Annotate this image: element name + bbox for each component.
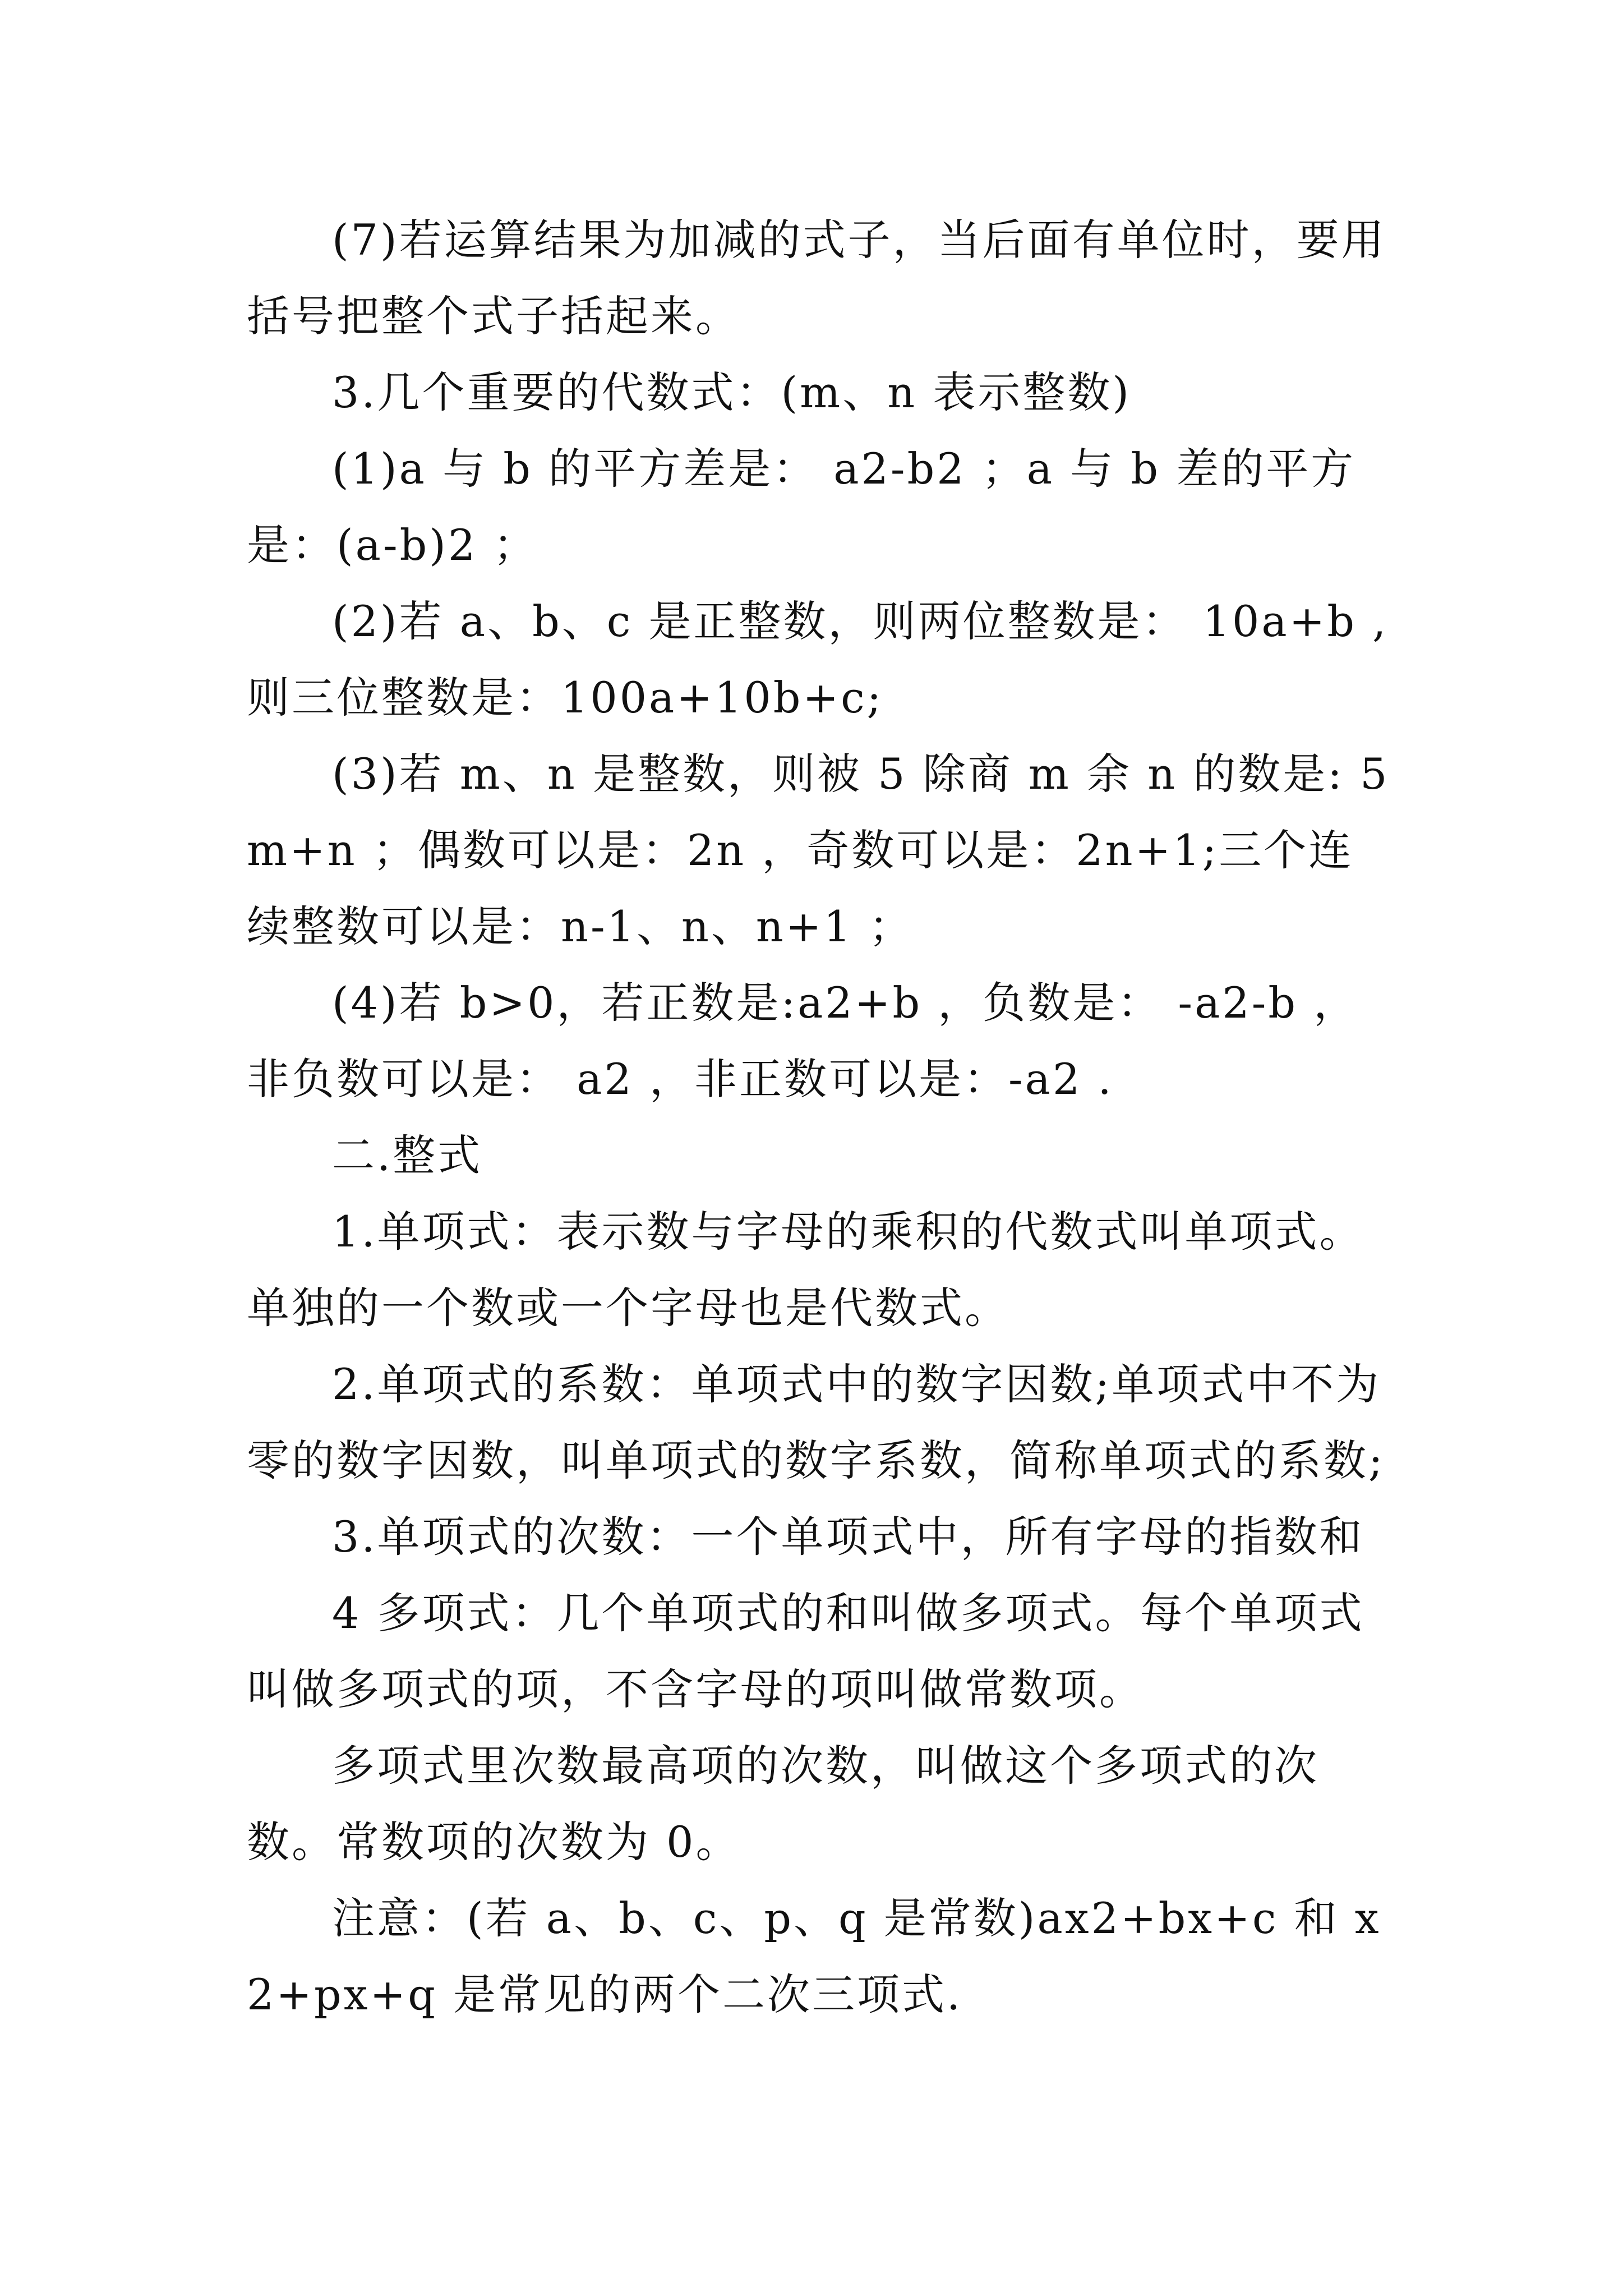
- paragraph-item-3: (3)若 m、n 是整数，则被 5 除商 m 余 n 的数是: 5m+n ；偶数可以是：2n ，奇数可以是：2n+1;三个连续整数可以是：n-1、n、n+1 ；: [247, 749, 1390, 951]
- document-page: [247, 202, 1391, 2033]
- paragraph-polynomial: 4 多项式：几个单项式的和叫做多项式。每个单项式叫做多项式的项，不含字母的项叫做常数项。: [247, 1588, 1364, 1714]
- paragraph-polynomial-degree: 多项式里次数最高项的次数，叫做这个多项式的次数。常数项的次数为 0。: [247, 1741, 1319, 1867]
- paragraph-monomial-degree: 3.单项式的次数：一个单项式中，所有字母的指数和: [332, 1512, 1364, 1562]
- paragraph-monomial-coefficient: 2.单项式的系数：单项式中的数字因数;单项式中不为零的数字因数，叫单项式的数字系数，简称单项式的系数;: [247, 1359, 1385, 1485]
- paragraph-section-3-heading: 3.几个重要的代数式：(m、n 表示整数): [332, 367, 1131, 417]
- paragraph-item-2: (2)若 a、b、c 是正整数，则两位整数是： 10a+b ,则三位整数是：100a+10b+c;: [247, 596, 1389, 723]
- paragraph-note: 注意：(若 a、b、c、p、q 是常数)ax2+bx+c 和 x2+px+q 是常见的两个二次三项式.: [247, 1893, 1381, 2019]
- paragraph-rule-7: (7)若运算结果为加减的式子，当后面有单位时，要用括号把整个式子括起来。: [247, 215, 1386, 341]
- paragraph-monomial: 1.单项式：表示数与字母的乘积的代数式叫单项式。单独的一个数或一个字母也是代数式。: [247, 1207, 1364, 1333]
- paragraph-item-4: (4)若 b>0，若正数是:a2+b ，负数是： -a2-b ，非负数可以是： a2 ，非正数可以是：-a2 .: [247, 978, 1359, 1104]
- paragraph-item-1: (1)a 与 b 的平方差是： a2-b2 ；a 与 b 差的平方是：(a-b)2 ；: [247, 444, 1356, 570]
- section-heading-polynomial: 二.整式: [332, 1130, 483, 1180]
